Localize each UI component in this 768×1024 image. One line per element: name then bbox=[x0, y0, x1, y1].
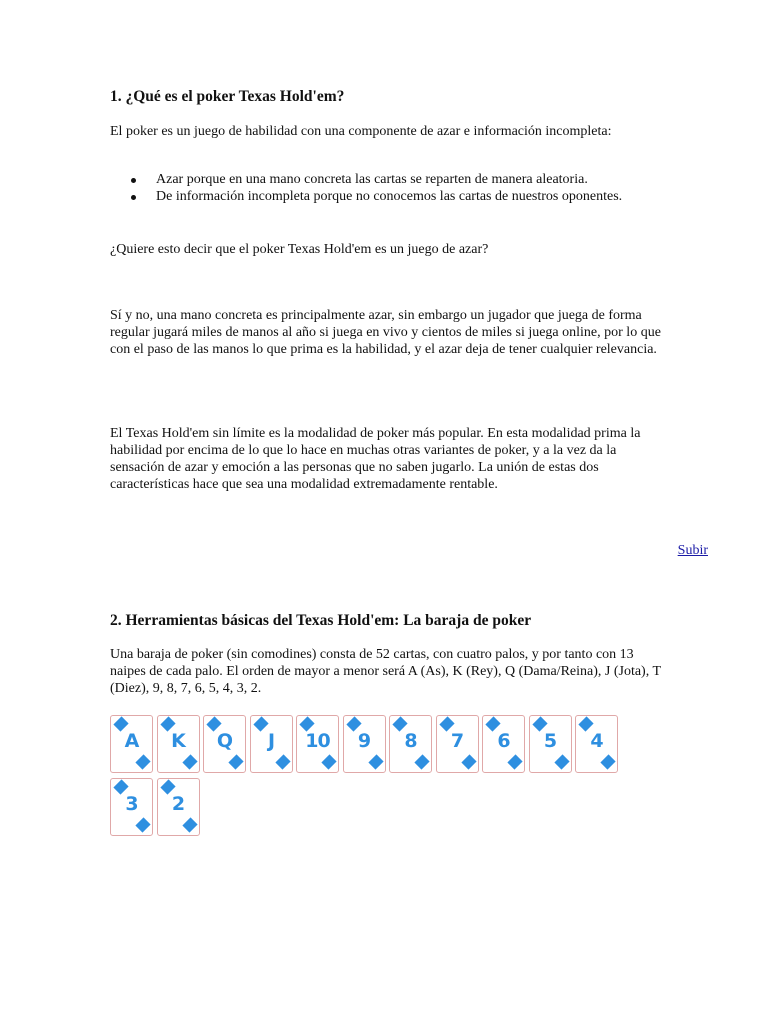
playing-card bbox=[157, 715, 200, 773]
playing-card bbox=[110, 778, 153, 836]
bullet-dot-icon bbox=[131, 195, 136, 200]
diamond-icon bbox=[461, 754, 476, 769]
section-2-text: Una baraja de poker (sin comodines) consta de 52 cartas, con cuatro palos, y por tanto con 13 naipes de cada palo. El orden de mayor a menor será A (As), K (Rey), Q (Dama/Reina), J (Jota), T (Diez), 9, 8, 7, 6, 5, 4, 3, 2. bbox=[110, 647, 661, 696]
playing-card bbox=[203, 715, 246, 773]
section-2-heading: 2. Herramientas básicas del Texas Hold'em: La baraja de poker bbox=[110, 612, 532, 629]
playing-card bbox=[157, 778, 200, 836]
card-rank: J bbox=[267, 730, 275, 752]
diamond-icon bbox=[414, 754, 429, 769]
playing-card bbox=[343, 715, 386, 773]
section-1-intro: El poker es un juego de habilidad con una componente de azar e información incompleta: bbox=[110, 124, 612, 139]
diamond-icon bbox=[600, 754, 615, 769]
playing-card bbox=[296, 715, 339, 773]
diamond-icon bbox=[507, 754, 522, 769]
playing-card bbox=[482, 715, 525, 773]
diamond-icon bbox=[368, 754, 383, 769]
card-rank: 6 bbox=[497, 730, 510, 752]
card-rank: 3 bbox=[125, 793, 138, 815]
card-rank: 4 bbox=[590, 730, 603, 752]
feature-bullet-list bbox=[110, 171, 662, 205]
bullet-item bbox=[110, 188, 662, 205]
card-rank: K bbox=[171, 730, 185, 752]
diamond-icon bbox=[228, 754, 243, 769]
playing-card bbox=[250, 715, 293, 773]
diamond-icon bbox=[275, 754, 290, 769]
card-rank: 9 bbox=[357, 730, 371, 752]
playing-card bbox=[529, 715, 572, 773]
playing-card bbox=[575, 715, 618, 773]
bullet-text: Azar porque en una mano concreta las cartas se reparten de manera aleatoria. bbox=[156, 172, 588, 187]
diamond-icon bbox=[135, 817, 150, 832]
bullet-item bbox=[110, 171, 662, 188]
section-1-question: ¿Quiere esto decir que el poker Texas Hold'em es un juego de azar? bbox=[110, 242, 489, 257]
subir-link[interactable]: Subir bbox=[677, 543, 708, 558]
card-rank: 7 bbox=[450, 730, 464, 752]
section-1-modality: El Texas Hold'em sin límite es la modalidad de poker más popular. En esta modalidad prima la habilidad por encima de lo que lo hace en muchas otras variantes de poker, y a la vez da la sensación de azar y emoción a las personas que no saben jugarlo. La unión de estas dos características hace que sea una modalidad extremadamente rentable. bbox=[110, 426, 641, 492]
section-1-answer: Sí y no, una mano concreta es principalmente azar, sin embargo un jugador que juega de forma regular jugará miles de manos al año si juega en vivo y cientos de miles si juega online, por lo que con el paso de las manos lo que prima es la habilidad, y el azar deja de tener cualquier relevancia. bbox=[110, 308, 661, 357]
card-rank: 10 bbox=[305, 730, 330, 752]
card-rank: 8 bbox=[404, 730, 417, 752]
diamond-icon bbox=[321, 754, 336, 769]
section-1-heading: 1. ¿Qué es el poker Texas Hold'em? bbox=[110, 88, 345, 105]
bullet-dot-icon bbox=[131, 178, 136, 183]
bullet-text: De información incompleta porque no conocemos las cartas de nuestros oponentes. bbox=[156, 189, 623, 204]
card-rank: Q bbox=[216, 730, 233, 752]
diamond-icon bbox=[182, 817, 197, 832]
card-rank: 2 bbox=[171, 793, 185, 815]
card-rank: A bbox=[124, 730, 139, 752]
diamond-icon bbox=[135, 754, 150, 769]
playing-card bbox=[110, 715, 153, 773]
playing-card bbox=[389, 715, 432, 773]
card-rank: 5 bbox=[543, 730, 557, 752]
diamond-icon bbox=[554, 754, 569, 769]
playing-card bbox=[436, 715, 479, 773]
diamond-icon bbox=[182, 754, 197, 769]
